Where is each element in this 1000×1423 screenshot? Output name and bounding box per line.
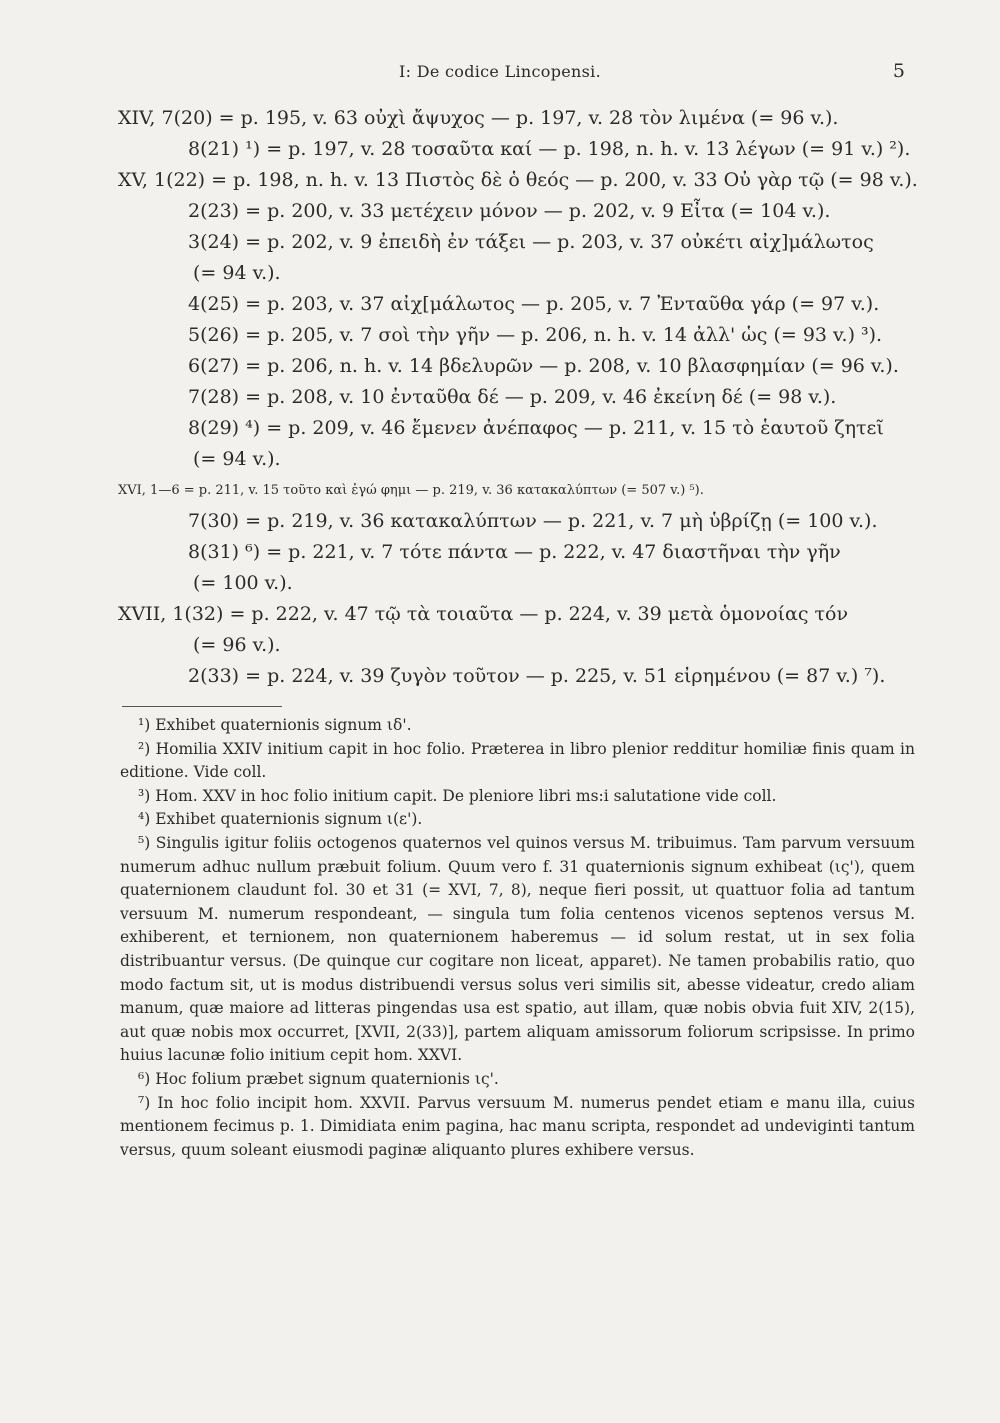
footnote-marker: ¹) — [138, 716, 151, 734]
page-number: 5 — [892, 60, 905, 82]
collation-entry — [118, 506, 918, 537]
collation-entry — [118, 661, 918, 692]
entry-text: 8(21) ¹) = p. 197, v. 28 τοσαῦτα καί — p. 198, n. h. v. 13 λέγων (= 91 v.) ²). — [188, 138, 911, 160]
entry-text: XVI, 1—6 = p. 211, v. 15 τοῦτο καὶ ἐγώ φημι — p. 219, v. 36 κατακαλύπτων (= 507 v.) ⁵). — [118, 483, 704, 498]
entry-continuation: (= 94 v.). — [193, 448, 281, 470]
footnote — [120, 714, 915, 738]
entry-continuation: (= 96 v.). — [193, 634, 281, 656]
collation-entry — [118, 165, 918, 196]
entry-text: 7(30) = p. 219, v. 36 κατακαλύπτων — p. 221, v. 7 μὴ ὑβρίζῃ (= 100 v.). — [188, 510, 878, 532]
footnote-marker: ³) — [138, 786, 151, 805]
footnote-marker: ⁵) — [138, 833, 151, 852]
collation-entry — [118, 599, 918, 661]
collation-entry — [118, 413, 918, 475]
entry-text: 7(28) = p. 208, v. 10 ἐνταῦθα δέ — p. 209, v. 46 ἐκείνη δέ (= 98 v.). — [188, 386, 837, 408]
footnote — [120, 808, 915, 832]
entry-text: XVII, 1(32) = p. 222, v. 47 τῷ τὰ τοιαῦτα — p. 224, v. 39 μετὰ ὁμονοίας τόν — [118, 603, 849, 625]
collation-entry — [118, 320, 918, 351]
collation-entries — [118, 103, 918, 692]
entry-text: 6(27) = p. 206, n. h. v. 14 βδελυρῶν — p. 208, v. 10 βλασφημίαν (= 96 v.). — [188, 355, 899, 377]
footnote-text: Hom. XXV in hoc folio initium capit. De pleniore libri ms:i salutatione vide coll. — [155, 786, 777, 805]
entry-text: 8(31) ⁶) = p. 221, v. 7 τότε πάντα — p. 222, v. 47 διαστῆναι τὴν γῆν — [188, 541, 841, 563]
footnote-marker: ⁷) — [138, 1093, 151, 1112]
footnote-marker: ²) — [138, 739, 151, 758]
footnote-text: Hoc folium præbet signum quaternionis ις'. — [155, 1069, 499, 1088]
footnote — [120, 832, 915, 1068]
collation-entry — [118, 227, 918, 289]
entry-text: 3(24) = p. 202, v. 9 ἐπειδὴ ἐν τάξει — p. 203, v. 37 οὐκέτι αἰχ]μάλωτος — [188, 231, 874, 253]
entry-continuation: (= 94 v.). — [193, 262, 281, 284]
footnote — [120, 1068, 915, 1092]
collation-entry — [118, 537, 918, 599]
footnote-text: Singulis igitur foliis octogenos quaternos vel quinos versus M. tribuimus. Tam parvum versuum numerum adhuc nullum præbuit folium. Quum vero f. 31 quaternionis signum exhibeat (ις'), quem quaternionem claudunt fol. 30 et 31 (= XVI, 7, 8), neque fieri possit, ut quattuor folia ad tantum versuum M. numerum respondeant, — singula tum folia centenos vicenos septenos versus M. exhiberent, et ternionem, non quaternionem haberemus — id solum restat, ut in sex folia distribuantur versus. (De quinque cur cogitare non liceat, apparet). Ne tamen probabilis ratio, quo modo factum sit, ut is modus distribuendi versus solus veri similis sit, abesse videatur, credo aliam manum, quæ maiore ad litteras pingendas usa est spatio, aut illam, quæ nobis obvia fuit XIV, 2(15), aut quæ nobis mox occurret, [XVII, 2(33)], partem aliquam amissorum foliorum scripsisse. In primo huius lacunæ folio initium cepit hom. XXVI. — [120, 833, 915, 1065]
footnote — [120, 1092, 915, 1163]
collation-entry — [118, 134, 918, 165]
entry-text: XV, 1(22) = p. 198, n. h. v. 13 Πιστὸς δὲ ὁ θεός — p. 200, v. 33 Οὐ γὰρ τῷ (= 98 v.). — [118, 169, 918, 191]
entry-continuation: (= 100 v.). — [193, 572, 293, 594]
entry-text: 8(29) ⁴) = p. 209, v. 46 ἔμενεν ἀνέπαφος — p. 211, v. 15 τὸ ἑαυτοῦ ζητεῖ — [188, 417, 884, 439]
collation-entry — [118, 196, 918, 227]
footnote-rule — [122, 706, 282, 707]
collation-entry — [118, 475, 918, 506]
entry-text: XIV, 7(20) = p. 195, v. 63 οὐχὶ ἄψυχος — p. 197, v. 28 τὸν λιμένα (= 96 v.). — [118, 107, 839, 129]
entry-text: 4(25) = p. 203, v. 37 αἰχ[μάλωτος — p. 205, v. 7 Ἐνταῦθα γάρ (= 97 v.). — [188, 293, 880, 315]
footnote — [120, 738, 915, 785]
footnote-marker: ⁴) — [138, 810, 151, 829]
footnote-text: Homilia XXIV initium capit in hoc folio. Præterea in libro plenior redditur homiliæ finis quam in editione. Vide coll. — [120, 739, 915, 782]
footnote — [120, 785, 915, 809]
entry-text: 2(23) = p. 200, v. 33 μετέχειν μόνον — p. 202, v. 9 Εἶτα (= 104 v.). — [188, 200, 831, 222]
entry-text: 2(33) = p. 224, v. 39 ζυγὸν τοῦτον — p. 225, v. 51 εἰρημένου (= 87 v.) ⁷). — [188, 665, 886, 687]
footnote-text: In hoc folio incipit hom. XXVII. Parvus versuum M. numerus pendet etiam e manu illa, cuius mentionem fecimus p. 1. Dimidiata enim pagina, hac manu scripta, respondet ad undeviginti tantum versus, quum soleant eiusmodi paginæ aliquanto plures exhibere versus. — [120, 1093, 915, 1159]
collation-entry — [118, 382, 918, 413]
collation-entry — [118, 289, 918, 320]
collation-entry — [118, 103, 918, 134]
running-head: I: De codice Lincopensi. — [399, 62, 601, 81]
footnote-text: Exhibet quaternionis signum ιδ'. — [155, 716, 412, 734]
footnote-text: Exhibet quaternionis signum ι(ε'). — [155, 810, 423, 829]
footnote-marker: ⁶) — [138, 1069, 151, 1088]
entry-text: 5(26) = p. 205, v. 7 σοὶ τὴν γῆν — p. 206, n. h. v. 14 ἀλλ' ὡς (= 93 v.) ³). — [188, 324, 883, 346]
footnotes — [120, 714, 915, 1162]
collation-entry — [118, 351, 918, 382]
